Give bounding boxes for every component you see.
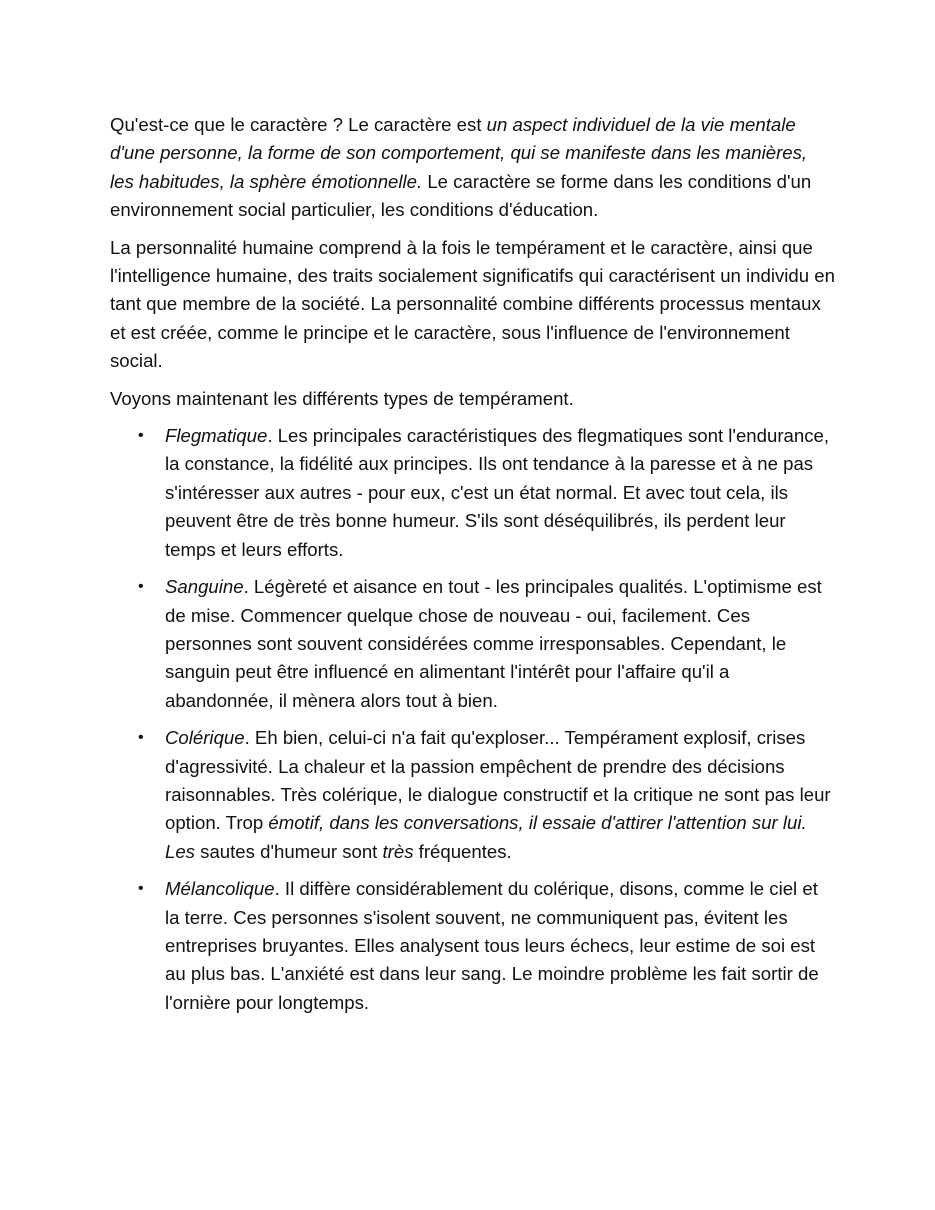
term-label: Flegmatique: [165, 425, 268, 447]
item-text: . Eh bien, celui-ci n'a fait qu'exploser... Tempérament explosif, crises d'agressivité. La chaleur et la passion empêchent de prendre des décisions raisonnables. Très colérique, le dialogue constructif et la critique ne sont pas leur option. Trop: [165, 727, 831, 834]
term-label: Colérique: [165, 727, 245, 749]
paragraph-text: Qu'est-ce que le caractère ? Le caractère est: [110, 114, 487, 135]
item-italic-text: très: [382, 840, 414, 862]
paragraph-text: La personnalité humaine comprend à la fois le tempérament et le caractère, ainsi que l'intelligence humaine, des traits socialement significatifs qui caractérisent un individu en tant que membre de la société. La personnalité combine différents processus mentaux et est créée, comme le principe et le caractère, sous l'influence de l'environnement social.: [110, 236, 835, 372]
item-text: . Les principales caractéristiques des flegmatiques sont l'endurance, la constance, la fidélité aux principes. Ils ont tendance à la paresse et à ne pas s'intéresser aux autres - pour eux, c'est un état normal. Et avec tout cela, ils peuvent être de très bonne humeur. S'ils sont déséquilibrés, ils perdent leur temps et leurs efforts.: [165, 425, 829, 560]
list-item-flegmatique: [110, 422, 835, 564]
item-italic-text: émotif, dans les conversations, il essaie d'attirer l'attention sur lui. Les: [165, 812, 807, 862]
item-text: sautes d'humeur sont: [194, 840, 383, 862]
item-text: fréquentes.: [413, 840, 512, 862]
bullet-icon: •: [138, 427, 144, 445]
paragraph-text: Le caractère se forme dans les conditions d'un environnement social particulier, les conditions d'éducation.: [110, 170, 812, 221]
bullet-icon: •: [138, 729, 144, 747]
list-item-sanguine: [110, 573, 835, 715]
paragraph-personality: [110, 234, 835, 376]
temperament-list: [110, 422, 835, 1017]
list-item-melancolique: [110, 875, 835, 1017]
italic-definition: un aspect individuel de la vie mentale d'une personne, la forme de son comportement, qui se manifeste dans les manières, les habitudes, la sphère émotionnelle.: [110, 114, 808, 192]
item-text: . Il diffère considérablement du colérique, disons, comme le ciel et la terre. Ces personnes s'isolent souvent, ne communiquent pas, évitent les entreprises bruyantes. Elles analysent tous leurs échecs, leur estime de soi est au plus bas. L'anxiété est dans leur sang. Le moindre problème les fait sortir de l'ornière pour longtemps.: [165, 878, 819, 1013]
bullet-icon: •: [138, 578, 144, 596]
term-label: Mélancolique: [165, 878, 275, 900]
paragraph-text: Voyons maintenant les différents types de tempérament.: [110, 387, 574, 409]
bullet-icon: •: [138, 880, 144, 898]
paragraph-intro-types: [110, 385, 835, 413]
item-text: . Légèreté et aisance en tout - les principales qualités. L'optimisme est de mise. Commencer quelque chose de nouveau - oui, facilement. Ces personnes sont souvent considérées comme irresponsables. Cependant, le sanguin peut être influencé en alimentant l'intérêt pour l'affaire qu'il a abandonnée, il mènera alors tout à bien.: [165, 576, 822, 711]
paragraph-character-definition: [110, 111, 835, 225]
list-item-colerique: [110, 724, 835, 866]
term-label: Sanguine: [165, 576, 244, 598]
